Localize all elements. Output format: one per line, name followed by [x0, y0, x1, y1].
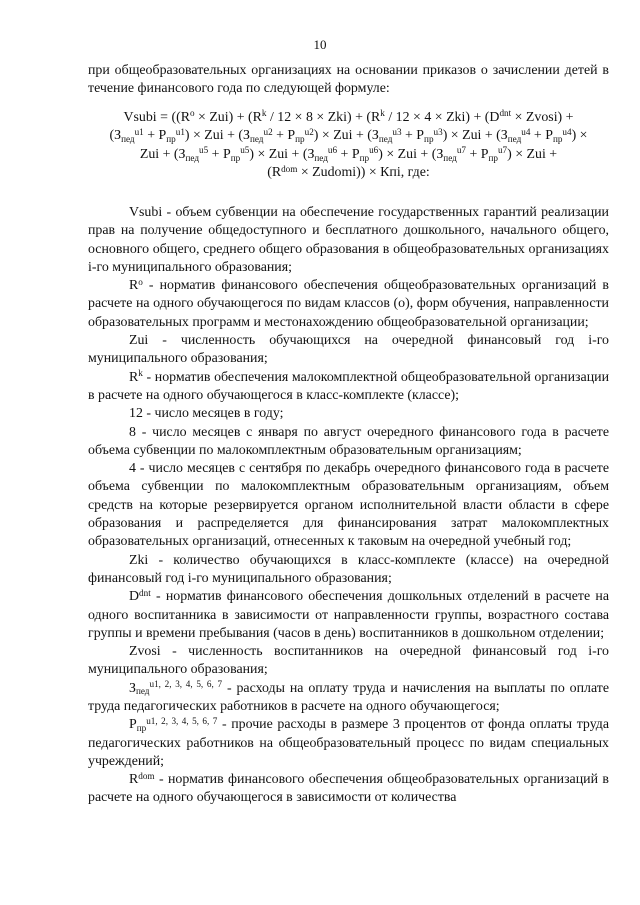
page-content [88, 62, 609, 808]
definition-4: 4 - число месяцев с сентября по декабрь очередного финансового года в расчете объема субвенции по малокомплектным образовательным организациям, объем средств на которые резервируется органом исполнительной власти области в сфере образования и распределяется для финансирования затрат малокомплектных образовательных организаций, отнесенных к таковым на очередной учебный год; [88, 461, 609, 550]
definition-ro: $R^o$ - норматив финансового обеспечения общеобразовательных организаций в расчете на одного обучающегося по видам классов (о), форм обучения, направленности образовательных программ и местонахождению общеобразовательной организации; [88, 276, 609, 330]
formula-line: $(З_{пед}^{u1} + Р_{пр}^{u1})$ × Zui + $(З_{пед}^{u2} + Р_{пр}^{u2})$ × Zui + $(З_{пед}^{u3} + Р_{пр}^{u3})$ × Zui + $(З_{пед}^{u4} + Р_{пр}^{u4})$ × [109, 126, 588, 144]
definition-vsubi: Vsubi - объем субвенции на обеспечение государственных гарантий реализации прав на получение общедоступного и бесплатного дошкольного, начального общего, основного общего, среднего общего образования в общеобразовательных организациях i-го муниципального образования; [88, 204, 609, 275]
formula-line: Zui + $(З_{пед}^{u5} + Р_{пр}^{u5})$ × Zui + $(З_{пед}^{u6} + Р_{пр}^{u6})$ × Zui + $(З_{пед}^{u7} + Р_{пр}^{u7})$ × Zui + [139, 145, 558, 163]
definition-rk: $R^k$ - норматив обеспечения малокомплектной общеобразовательной организации в расчете на одного обучающегося в класс-комплекте (классе); [88, 368, 609, 403]
intro-paragraph: при общеобразовательных организациях на основании приказов о зачислении детей в течение финансового года по следующей формуле: [88, 63, 609, 97]
definition-zui: Zui - численность обучающихся на очередной финансовый год i-го муниципального образования; [88, 333, 609, 367]
page-number: 10 [313, 37, 327, 52]
formula-line: ($R^{dom}$ × Zudomi)) × Кпi, где: [267, 163, 430, 181]
definition-zped: $З_{пед}^{u1, 2, 3, 4, 5, 6, 7}$ - расходы на оплату труда и начисления на выплаты по оплате труда педагогических работников в расчете на одного обучающегося; [88, 679, 609, 714]
subvention-formula [88, 109, 609, 183]
definition-12: 12 - число месяцев в году; [129, 406, 284, 422]
definition-8: 8 - число месяцев с января по август очередного финансового года в расчете объема субвенции по малокомплектным образовательным организациям; [88, 424, 609, 458]
definition-rdom: $R^{dom}$ - норматив финансового обеспечения общеобразовательных организаций в расчете на одного обучающегося в зависимости от количества [88, 770, 609, 806]
definition-zki: Zki - количество обучающихся в класс-комплекте (классе) на очередной финансовый год i-го муниципального образования; [88, 552, 609, 586]
definition-zvosi: Zvosi - численность воспитанников на очередной финансовый год i-го муниципального образования; [88, 644, 609, 678]
definition-rpr: $Р_{пр}^{u1, 2, 3, 4, 5, 6, 7}$ - прочие расходы в размере 3 процентов от фонда оплаты труда педагогических работников на общеобразовательный процесс по видам специальных учреждений; [88, 715, 609, 769]
definition-ddnt: $D^{dnt}$ - норматив финансового обеспечения дошкольных отделений в расчете на одного воспитанника в зависимости от направленности группы, возрастного состава группы и времени пребывания (часов в день) воспитанников в дошкольном отделении; [88, 587, 609, 641]
formula-line: Vsubi = ($(R^o \times Zui) + (R^k / 12 \times 8 \times Zki) + (R^k / 12 \times 4 \times Zki) + (D^{dnt}$ × Zvosi) + [123, 108, 574, 125]
